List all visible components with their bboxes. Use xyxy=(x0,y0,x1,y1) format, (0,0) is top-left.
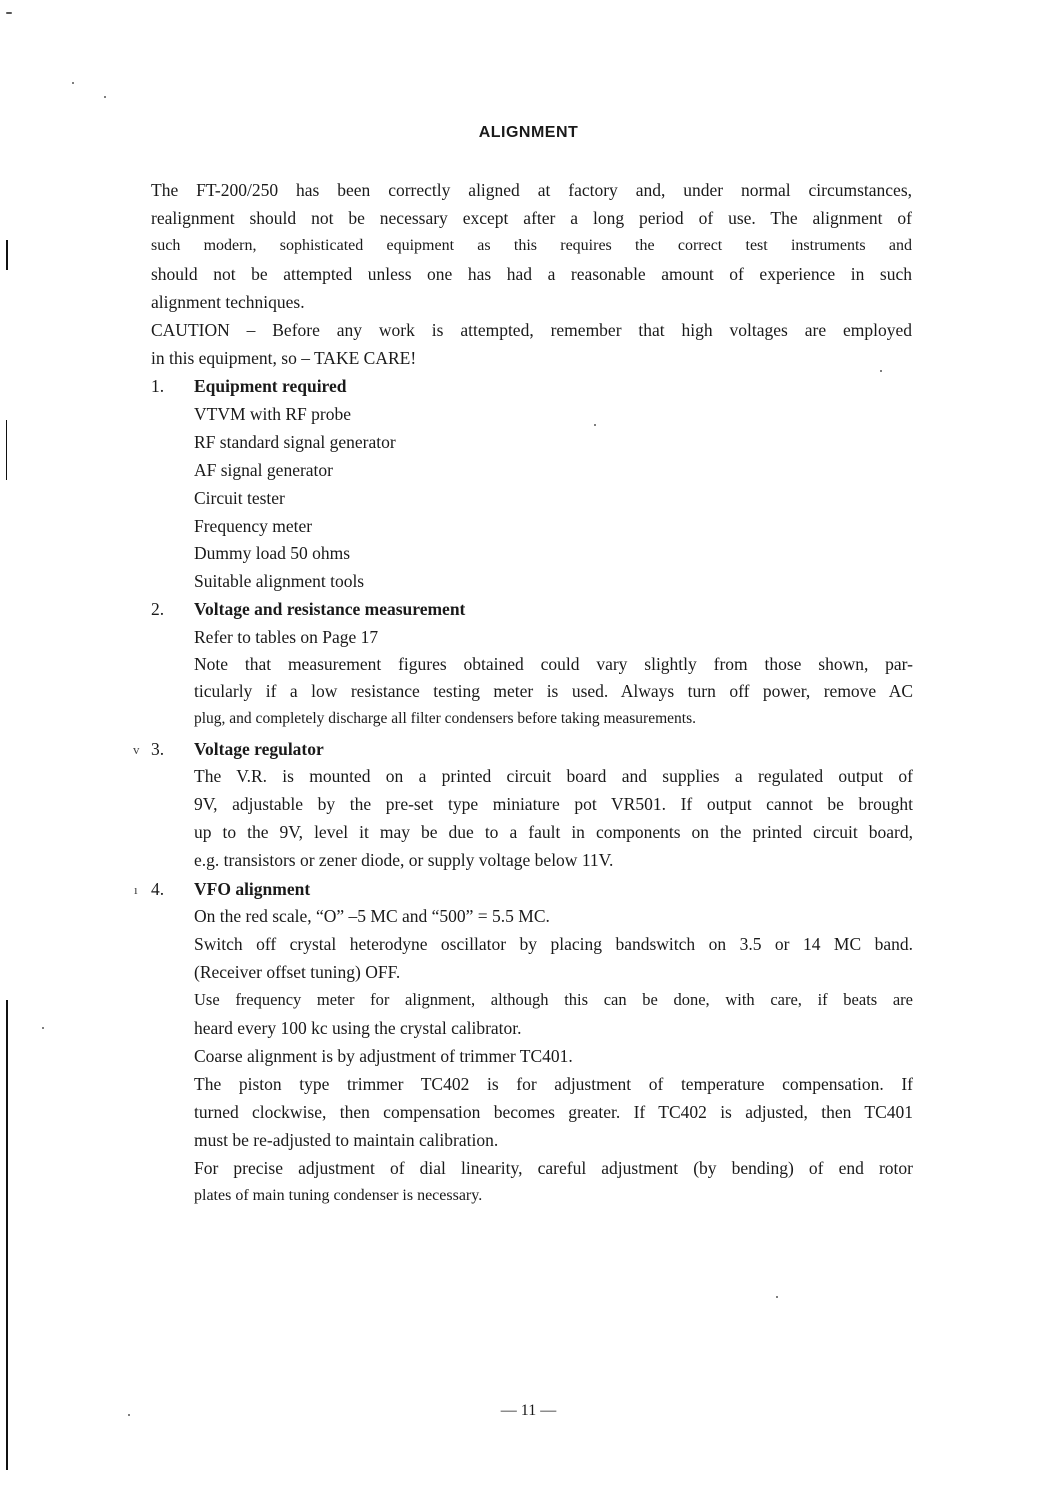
section-number: 4. xyxy=(151,879,165,899)
section-line: heard every 100 kc using the crystal calibrator. xyxy=(194,1018,522,1038)
section-heading: Voltage regulator xyxy=(194,739,324,759)
section-number: 3. xyxy=(151,739,165,759)
section-line: For precise adjustment of dial linearity, careful adjustment (by bending) of end rotor xyxy=(194,1158,913,1178)
scan-speck xyxy=(6,12,12,14)
equipment-item: RF standard signal generator xyxy=(194,432,396,452)
check-mark-icon: ı xyxy=(134,882,138,897)
section-number: 2. xyxy=(151,599,165,619)
section-heading: Voltage and resistance measurement xyxy=(194,599,466,619)
scan-speck xyxy=(880,370,882,372)
section-line: plug, and completely discharge all filter condensers before taking measurements. xyxy=(194,710,697,727)
intro-line: realignment should not be necessary except after a long period of use. The alignment of xyxy=(151,208,912,228)
section-heading: Equipment required xyxy=(194,376,347,396)
section-number: 1. xyxy=(151,376,165,396)
section-line: turned clockwise, then compensation becomes greater. If TC402 is adjusted, then TC401 xyxy=(194,1102,913,1122)
section-line: On the red scale, “O” –5 MC and “500” = 5.5 MC. xyxy=(194,906,550,926)
scan-speck xyxy=(776,1296,778,1298)
equipment-item: VTVM with RF probe xyxy=(194,404,352,424)
page-number: — 11 — xyxy=(500,1402,557,1419)
section-line: Switch off crystal heterodyne oscillator by placing bandswitch on 3.5 or 14 MC band. xyxy=(194,934,913,954)
scan-speck xyxy=(42,1027,44,1029)
equipment-item: Suitable alignment tools xyxy=(194,571,365,591)
equipment-item: Frequency meter xyxy=(194,516,313,536)
section-line: Use frequency meter for alignment, although this can be done, with care, if beats are xyxy=(194,990,913,1009)
section-line: Coarse alignment is by adjustment of trimmer TC401. xyxy=(194,1046,573,1066)
scan-speck xyxy=(104,96,106,98)
scan-margin-mark xyxy=(6,420,7,480)
equipment-item: AF signal generator xyxy=(194,460,333,480)
scan-speck xyxy=(128,1414,130,1416)
section-line: must be re-adjusted to maintain calibration. xyxy=(194,1130,499,1150)
section-line: plates of main tuning condenser is necessary. xyxy=(194,1187,483,1204)
section-line: Note that measurement figures obtained could vary slightly from those shown, par- xyxy=(194,654,913,674)
intro-line: such modern, sophisticated equipment as this requires the correct test instruments and xyxy=(151,237,912,254)
section-line: (Receiver offset tuning) OFF. xyxy=(194,962,401,982)
page-title: ALIGNMENT xyxy=(478,124,579,141)
section-line: e.g. transistors or zener diode, or supply voltage below 11V. xyxy=(194,850,614,870)
caution-line: CAUTION – Before any work is attempted, remember that high voltages are employed xyxy=(151,320,912,340)
intro-line: alignment techniques. xyxy=(151,292,305,312)
intro-line: should not be attempted unless one has had a reasonable amount of experience in such xyxy=(151,264,912,284)
intro-line: The FT-200/250 has been correctly aligned at factory and, under normal circumstances, xyxy=(151,180,912,200)
section-line: ticularly if a low resistance testing meter is used. Always turn off power, remove AC xyxy=(194,681,913,701)
scan-speck xyxy=(72,82,74,84)
section-line: The V.R. is mounted on a printed circuit board and supplies a regulated output of xyxy=(194,766,913,786)
section-line: The piston type trimmer TC402 is for adjustment of temperature compensation. If xyxy=(194,1074,913,1094)
section-line: up to the 9V, level it may be due to a fault in components on the printed circuit board, xyxy=(194,822,913,842)
scan-margin-mark xyxy=(6,1000,8,1470)
scan-margin-mark xyxy=(6,240,8,270)
section-line: 9V, adjustable by the pre-set type miniature pot VR501. If output cannot be brought xyxy=(194,794,913,814)
equipment-item: Dummy load 50 ohms xyxy=(194,543,351,563)
section-heading: VFO alignment xyxy=(194,879,311,899)
check-mark-icon: v xyxy=(133,742,140,757)
section-line: Refer to tables on Page 17 xyxy=(194,627,379,647)
caution-line: in this equipment, so – TAKE CARE! xyxy=(151,348,417,368)
equipment-item: Circuit tester xyxy=(194,488,285,508)
scan-speck xyxy=(594,424,596,426)
